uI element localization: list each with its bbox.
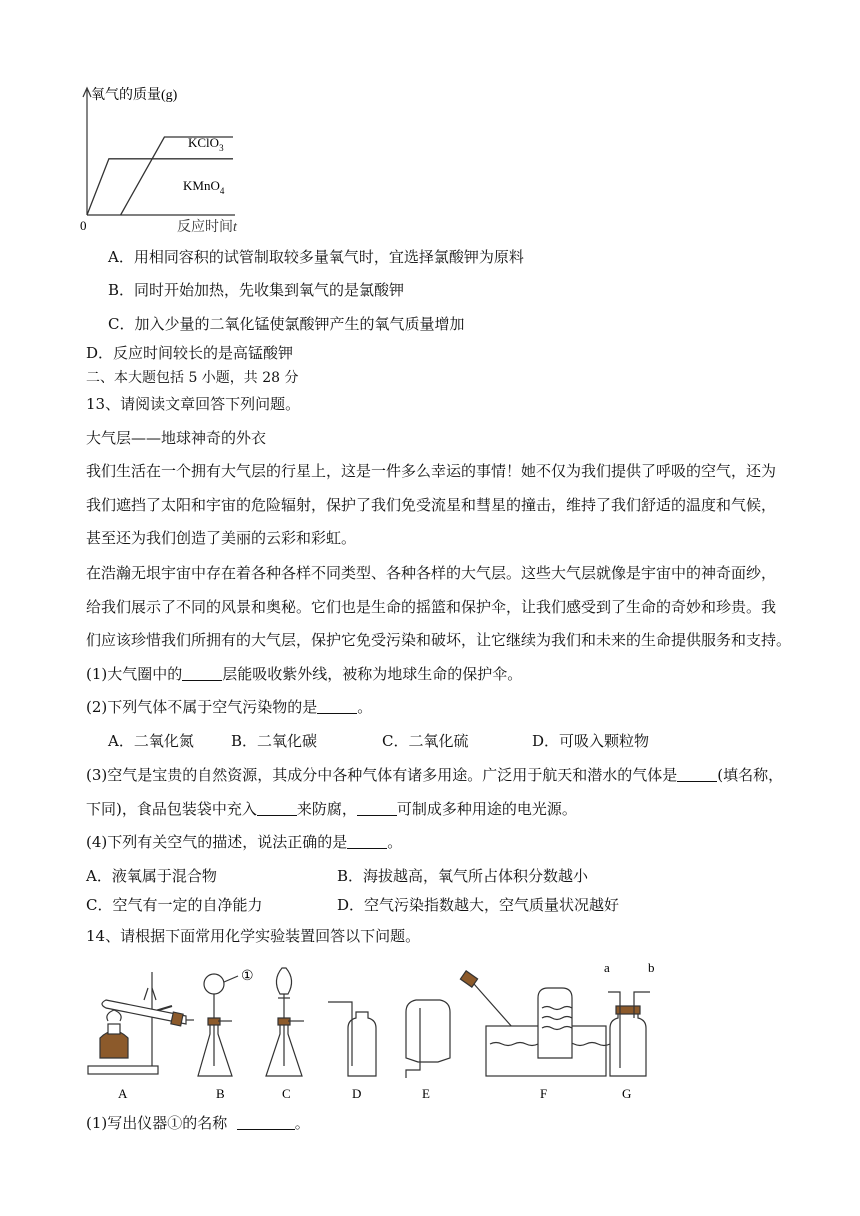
x-axis-label: 反应时间t xyxy=(177,220,237,235)
article-para1-line1: 我们生活在一个拥有大气层的行星上，这是一件多么幸运的事情！她不仅为我们提供了呼吸的空气，还为 xyxy=(86,462,777,480)
apparatus-d xyxy=(328,1002,376,1076)
apparatus-e xyxy=(406,1000,450,1078)
article-para1-line2: 我们遮挡了太阳和宇宙的危险辐射，保护了我们免受流星和彗星的撞击，维持了我们舒适的温度和气候， xyxy=(86,496,777,514)
q13-sub3-blank3[interactable] xyxy=(357,800,397,816)
origin-label: 0 xyxy=(80,218,87,233)
q13-sub4-option-d: D．空气污染指数越大，空气质量状况越好 xyxy=(337,896,620,914)
port-a-label: a xyxy=(604,960,610,975)
apparatus-label-f: F xyxy=(540,1086,548,1101)
article-para2-line3: 们应该珍惜我们所拥有的大气层，保护它免受污染和破坏，让它继续为我们和未来的生命提供服务和支持。 xyxy=(86,631,792,649)
apparatus-a xyxy=(88,972,194,1074)
q13-sub2-option-a: A．二氧化氮 xyxy=(108,732,194,750)
q13-sub2: (2)下列气体不属于空气污染物的是 。 xyxy=(86,698,373,716)
apparatus-label-b: B xyxy=(216,1086,225,1101)
q12-option-a: A．用相同容积的试管制取较多量氧气时，宜选择氯酸钾为原料 xyxy=(108,248,524,266)
apparatus-g xyxy=(608,992,650,1076)
q13-sub3-line2: 下同)，食品包装袋中充入 来防腐， 可制成多种用途的电光源。 xyxy=(86,800,577,818)
q13-sub3-line1: (3)空气是宝贵的自然资源，其成分中各种气体有诸多用途。广泛用于航天和潜水的气体是 (填名称， xyxy=(86,766,784,784)
series-label-kclo3: KClO$_3$ xyxy=(188,135,224,153)
series-label-kmno4: KMnO$_4$ xyxy=(183,178,225,196)
apparatus-f xyxy=(460,971,610,1076)
q13-sub1: (1)大气圈中的 层能吸收紫外线，被称为地球生命的保护伞。 xyxy=(86,665,523,683)
apparatus-label-d: D xyxy=(352,1086,362,1101)
oxygen-mass-chart xyxy=(70,84,300,240)
q13-sub4-option-a: A．液氧属于混合物 xyxy=(86,867,217,885)
q12-option-d: D．反应时间较长的是高锰酸钾 xyxy=(86,344,294,362)
article-para2-line2: 给我们展示了不同的风景和奥秘。它们也是生命的摇篮和保护伞，让我们感受到了生命的奇妙和珍贵。我 xyxy=(86,598,777,616)
marker-1: ① xyxy=(241,969,254,984)
apparatus-b xyxy=(198,974,238,1076)
q13-sub1-blank[interactable] xyxy=(182,665,222,681)
q13-sub3-blank2[interactable] xyxy=(257,800,297,816)
q13-sub4-blank[interactable] xyxy=(347,833,387,849)
apparatus-c xyxy=(266,968,304,1076)
q13-sub4-option-c: C．空气有一定的自净能力 xyxy=(86,896,263,914)
y-axis-label: 氧气的质量(g) xyxy=(91,88,178,103)
q13-sub2-option-d: D．可吸入颗粒物 xyxy=(532,732,650,750)
q13-sub3-blank1[interactable] xyxy=(677,766,717,782)
q14-sub1-blank[interactable] xyxy=(237,1114,295,1130)
apparatus-label-g: G xyxy=(622,1086,632,1101)
q13-sub4: (4)下列有关空气的描述，说法正确的是 。 xyxy=(86,833,403,851)
q13-sub2-blank[interactable] xyxy=(317,698,357,714)
q13-intro: 13、请阅读文章回答下列问题。 xyxy=(86,395,301,413)
section2-heading: 二、本大题包括 5 小题，共 28 分 xyxy=(86,370,299,386)
article-para2-line1: 在浩瀚无垠宇宙中存在着各种各样不同类型、各种各样的大气层。这些大气层就像是宇宙中的神奇面纱， xyxy=(86,564,777,582)
apparatus-label-e: E xyxy=(422,1086,430,1101)
q12-option-b: B．同时开始加热，先收集到氧气的是氯酸钾 xyxy=(108,281,405,299)
q14-sub1: (1)写出仪器①的名称 。 xyxy=(86,1114,310,1132)
port-b-label: b xyxy=(648,960,655,975)
apparatus-label-c: C xyxy=(282,1086,291,1101)
q13-sub2-option-b: B．二氧化碳 xyxy=(231,732,318,750)
apparatus-label-a: A xyxy=(118,1086,128,1101)
article-para1-line3: 甚至还为我们创造了美丽的云彩和彩虹。 xyxy=(86,529,357,547)
q12-option-c: C．加入少量的二氧化锰使氯酸钾产生的氧气质量增加 xyxy=(108,315,465,333)
q14-intro: 14、请根据下面常用化学实验装置回答以下问题。 xyxy=(86,927,421,945)
apparatus-figure xyxy=(76,958,676,1104)
q13-sub4-option-b: B．海拔越高，氧气所占体积分数越小 xyxy=(337,867,589,885)
article-title: 大气层——地球神奇的外衣 xyxy=(86,429,267,447)
q13-sub2-option-c: C．二氧化硫 xyxy=(382,732,469,750)
